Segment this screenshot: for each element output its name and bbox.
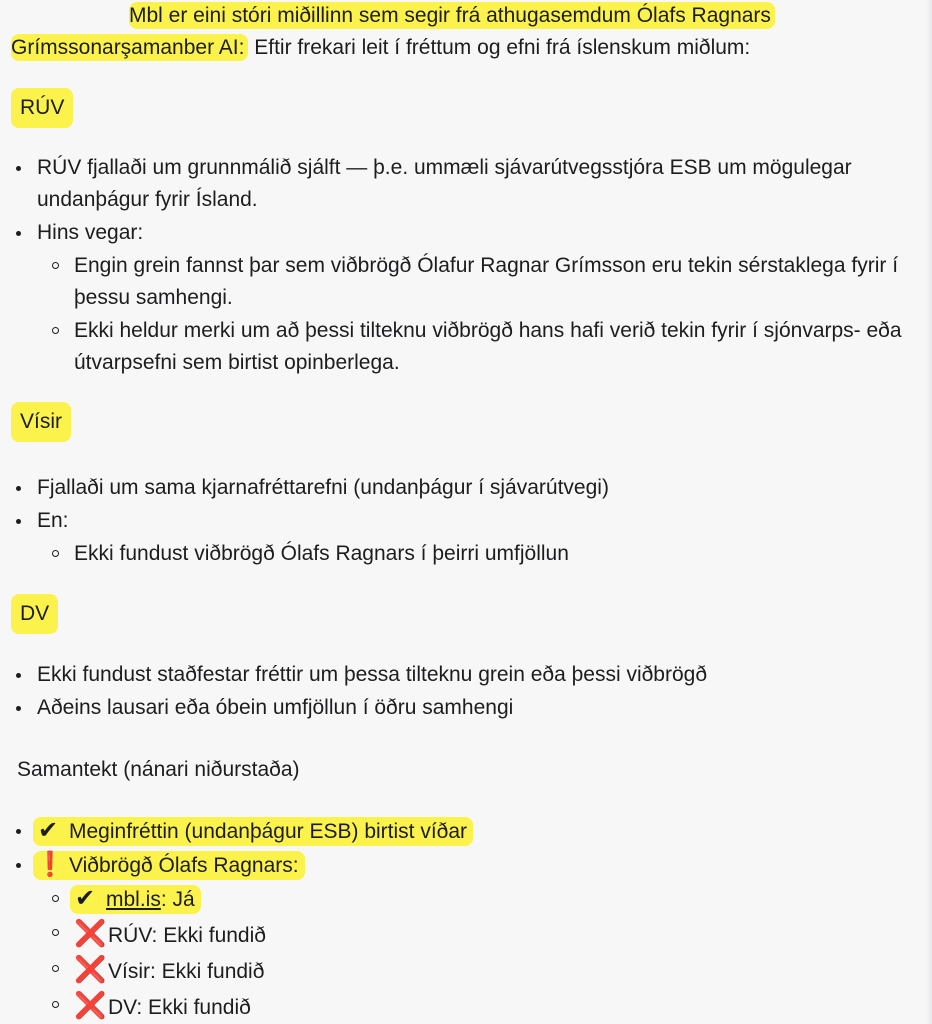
- check-icon: ✔: [74, 885, 96, 912]
- list-item: ❌Vísir: Ekki fundið: [0, 953, 930, 988]
- dv-list: [0, 659, 930, 724]
- ruv-list: [0, 152, 930, 379]
- mbl-highlight: ✔ mbl.is: Já: [70, 885, 201, 914]
- section-heading-dv: DV: [11, 594, 58, 634]
- check-icon: ✔: [37, 817, 59, 844]
- list-item: En: Ekki fundust viðbrögð Ólafs Ragnars í þeirri umfjöllun: [0, 505, 930, 570]
- outlet-sublist: [37, 883, 930, 1024]
- list-item: Hins vegar: Engin grein fannst þar sem viðbrögð Ólafur Ragnar Grímsson eru tekin sérstaklega fyrir í þessu samhengi. Ekki heldur merki um að þessi tilteknu viðbrögð hans hafi verið tekin fyrir í sjónvarps- eða útvarpsefni sem birtist opinberlega.: [0, 217, 930, 379]
- section-heading-visir: Vísir: [11, 402, 71, 442]
- list-item: RÚV fjallaði um grunnmálið sjálft — þ.e. ummæli sjávarútvegsstjóra ESB um mögulegar undanþágur fyrir Ísland.: [0, 152, 930, 216]
- list-item: Ekki fundust viðbrögð Ólafs Ragnars í þeirri umfjöllun: [0, 538, 930, 570]
- cross-icon: ❌: [74, 954, 107, 984]
- visir-sublist: [37, 538, 930, 570]
- list-item: Fjallaði um sama kjarnafréttarefni (undanþágur í sjávarútvegi): [0, 472, 930, 504]
- list-item: [0, 815, 930, 848]
- exclamation-icon: ❗: [35, 851, 65, 878]
- intro-paragraph: [11, 0, 921, 64]
- page-edge: [926, 0, 932, 1024]
- mbl-link[interactable]: mbl.is: [106, 888, 161, 911]
- list-item: Ekki fundust staðfestar fréttir um þessa tilteknu grein eða þessi viðbrögð: [0, 659, 930, 691]
- intro-rest: Eftir frekari leit í fréttum og efni frá íslenskum miðlum:: [248, 36, 751, 59]
- cross-icon: ❌: [74, 918, 107, 948]
- list-item: ❌RÚV: Ekki fundið: [0, 917, 930, 952]
- cross-icon: ❌: [74, 990, 107, 1020]
- list-item: Ekki heldur merki um að þessi tilteknu viðbrögð hans hafi verið tekin fyrir í sjónvarps- eða útvarpsefni sem birtist opinberlega.: [0, 315, 930, 379]
- list-item: Engin grein fannst þar sem viðbrögð Ólafur Ragnar Grímsson eru tekin sérstaklega fyrir í þessu samhengi.: [0, 250, 930, 314]
- section-heading-ruv: RÚV: [11, 88, 73, 128]
- visir-list: [0, 472, 930, 570]
- list-item: ❌DV: Ekki fundið: [0, 989, 930, 1024]
- list-item: [0, 849, 930, 1024]
- summary-main-highlight: ✔ Meginfréttin (undanþágur ESB) birtist víðar: [33, 817, 473, 846]
- summary-list: [0, 815, 930, 1024]
- summary-title: Samantekt (nánari niðurstaða): [17, 758, 300, 781]
- list-item: Aðeins lausari eða óbein umfjöllun í öðru samhengi: [0, 692, 930, 724]
- summary-reactions-highlight: ❗ Viðbrögð Ólafs Ragnars:: [33, 851, 305, 880]
- intro-highlight: Mbl er eini stóri miðillinn sem segir frá athugasemdum Ólafs Ragnars Grímssonarşamanber AI:: [11, 2, 775, 61]
- list-item: [0, 883, 930, 916]
- ruv-sublist: [37, 250, 930, 379]
